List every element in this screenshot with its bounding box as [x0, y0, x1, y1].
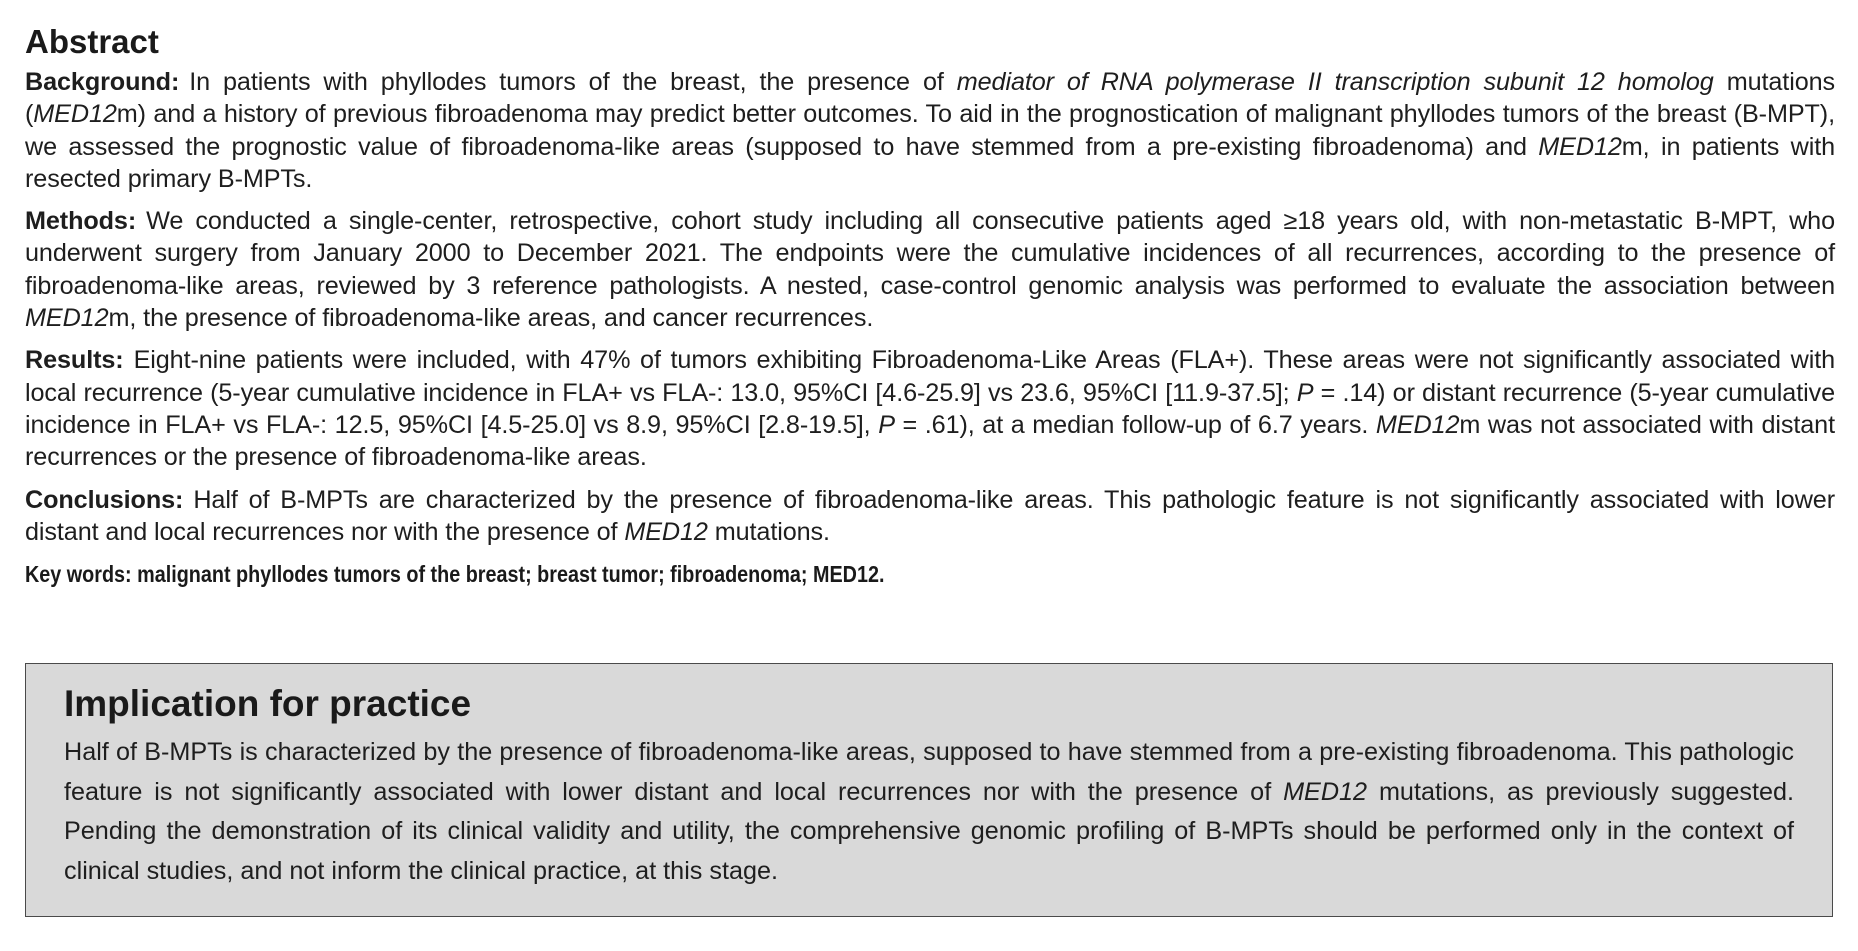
implication-text [64, 733, 1794, 891]
results-text-1: Eight-nine patients were included, with 47% of tumors exhibiting Fibroadenoma-Like Areas (FLA+). These areas were not significantly associated with local recurrence (5-year cumulative incidence in FLA+ vs FLA-: 13.0, 95%CI [4.6-25.9] vs 23.6, 95%CI [11.9-37.5]; [25, 346, 1835, 407]
results-text-2: = .14) or distant recurrence (5-year cumulative incidence in FLA+ vs FLA-: 12.5, 95%CI [4.5-25.0] vs 8.9, 95%CI [2.8-19.5], [25, 378, 1836, 439]
implication-text-1: Half of B-MPTs is characterized by the presence of fibroadenoma-like areas, supposed to have stemmed from a pre-existing fibroadenoma. This pathologic feature is not significantly associated with lower distant and local recurrences nor with the presence of [64, 738, 1794, 806]
methods-text-2: m, the presence of fibroadenoma-like areas, and cancer recurrences. [108, 304, 874, 333]
abstract-title: Abstract [25, 23, 159, 60]
keywords-label: Key words: [25, 561, 132, 588]
results-text-3: = .61), at a median follow-up of 6.7 years. [894, 410, 1376, 439]
keywords-text: malignant phyllodes tumors of the breast; breast tumor; fibroadenoma; MED12. [137, 561, 885, 588]
keywords-line [25, 558, 1582, 590]
results-italic-1: P [1296, 378, 1314, 407]
conclusions-label: Conclusions: [25, 485, 184, 514]
background-text-1: In patients with phyllodes tumors of the breast, the presence of [189, 68, 957, 96]
implication-title: Implication for practice [64, 683, 472, 724]
background-paragraph [25, 66, 1835, 195]
methods-text-1: We conducted a single-center, retrospective, cohort study including all consecutive patients aged ≥18 years old, with non-metastatic B-MPT, who underwent surgery from January 2000 to December 2021. The endpoints were the cumulative incidences of all recurrences, according to the presence of fibroadenoma-like areas, reviewed by 3 reference pathologists. A nested, case-control genomic analysis was performed to evaluate the association between [25, 207, 1835, 300]
background-italic-3: MED12 [1538, 132, 1622, 161]
conclusions-paragraph [25, 484, 1835, 549]
conclusions-text-2: mutations. [707, 517, 830, 546]
background-text-4: m, in patients with resected primary B-MPTs. [25, 132, 1836, 193]
background-text-2: mutations ( [25, 68, 1836, 129]
results-italic-3: MED12 [1375, 410, 1460, 439]
background-label: Background: [25, 68, 180, 96]
conclusions-text-1: Half of B-MPTs are characterized by the presence of fibroadenoma-like areas. This pathologic feature is not significantly associated with lower distant and local recurrences nor with the presence of [25, 485, 1835, 546]
results-text-4: m was not associated with distant recurrences or the presence of fibroadenoma-like areas. [25, 410, 1835, 472]
results-label: Results: [25, 346, 124, 375]
background-italic-2: MED12 [33, 100, 117, 129]
abstract-section [25, 22, 1835, 590]
methods-italic-1: MED12 [25, 304, 109, 333]
background-italic-1: mediator of RNA polymerase II transcription subunit 12 homolog [956, 68, 1714, 96]
methods-label: Methods: [25, 207, 137, 236]
results-italic-2: P [878, 410, 895, 439]
background-text-3: m) and a history of previous fibroadenoma may predict better outcomes. To aid in the prognostication of malignant phyllodes tumors of the breast (B-MPT), we assessed the prognostic value of fibroadenoma-like areas (supposed to have stemmed from a pre-existing fibroadenoma) and [25, 100, 1835, 161]
results-paragraph [25, 344, 1835, 473]
conclusions-italic-1: MED12 [624, 517, 708, 546]
methods-paragraph [25, 205, 1835, 334]
implication-text-2: mutations, as previously suggested. Pending the demonstration of its clinical validity and utility, the comprehensive genomic profiling of B-MPTs should be performed only in the context of clinical studies, and not inform the clinical practice, at this stage. [64, 777, 1795, 885]
implication-box [25, 663, 1833, 917]
implication-italic-1: MED12 [1283, 777, 1368, 806]
